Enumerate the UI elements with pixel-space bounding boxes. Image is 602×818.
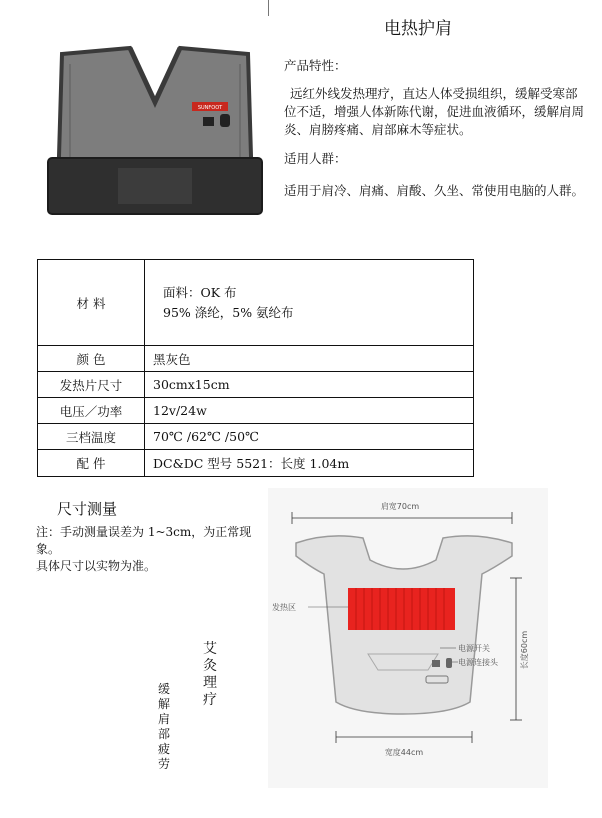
row-value: 黑灰色 bbox=[145, 346, 474, 372]
table-row bbox=[38, 398, 474, 424]
power-switch-icon bbox=[432, 660, 440, 667]
table-row bbox=[38, 372, 474, 398]
row-value: 30cmx15cm bbox=[145, 372, 474, 398]
row-label: 电压／功率 bbox=[38, 398, 145, 424]
row-label: 颜 色 bbox=[38, 346, 145, 372]
crowd-heading: 适用人群： bbox=[284, 151, 347, 166]
spec-table bbox=[37, 259, 474, 477]
row-value: 面料：OK 布 95% 涤纶，5% 氨纶布 bbox=[145, 260, 474, 346]
table-row bbox=[38, 450, 474, 477]
side-text-big: 艾灸理疗 bbox=[203, 641, 217, 708]
measure-heading: 尺寸测量 bbox=[57, 500, 118, 518]
product-image bbox=[40, 40, 270, 230]
top-divider-line bbox=[268, 0, 269, 16]
features-heading: 产品特性： bbox=[284, 58, 347, 73]
row-label: 配 件 bbox=[38, 450, 145, 477]
table-row bbox=[38, 346, 474, 372]
features-text: 远红外线发热理疗，直达人体受损组织，缓解受寒部位不适，增强人体新陈代谢，促进血液循环，缓解肩周炎、肩膀疼痛、肩部麻木等症状。 bbox=[284, 86, 585, 137]
side-text-small: 缓解肩部疲劳 bbox=[157, 682, 170, 771]
bottom-width-label: 宽度44cm bbox=[384, 748, 424, 757]
top-width-label: 肩宽70cm bbox=[380, 502, 420, 511]
table-row bbox=[38, 424, 474, 450]
svg-text:SUNFOOT: SUNFOOT bbox=[197, 105, 223, 111]
crowd-text: 适用于肩冷、肩痛、肩酸、久坐、常使用电脑的人群。 bbox=[284, 183, 585, 198]
power-connector-icon bbox=[446, 658, 452, 668]
measure-note-error: 注：手动测量误差为 1~3cm，为正常现象。 bbox=[36, 525, 252, 556]
row-label: 发热片尺寸 bbox=[38, 372, 145, 398]
heat-zone-label: 发热区 bbox=[272, 603, 296, 612]
row-label: 三档温度 bbox=[38, 424, 145, 450]
row-label: 材 料 bbox=[38, 260, 145, 346]
row-value: 70℃ /62℃ /50℃ bbox=[145, 424, 474, 450]
row-value: DC&DC 型号 5521：长度 1.04m bbox=[145, 450, 474, 477]
measure-note-actual: 具体尺寸以实物为准。 bbox=[36, 559, 157, 573]
page-title: 电热护肩 bbox=[384, 19, 452, 39]
length-label: 长度60cm bbox=[520, 630, 529, 670]
table-row bbox=[38, 260, 474, 346]
power-switch-label: 电源开关 bbox=[458, 644, 490, 653]
dimension-diagram bbox=[268, 488, 548, 788]
row-value: 12v/24w bbox=[145, 398, 474, 424]
power-connector-label: 电源连接头 bbox=[458, 658, 498, 667]
measure-notes bbox=[36, 524, 256, 575]
